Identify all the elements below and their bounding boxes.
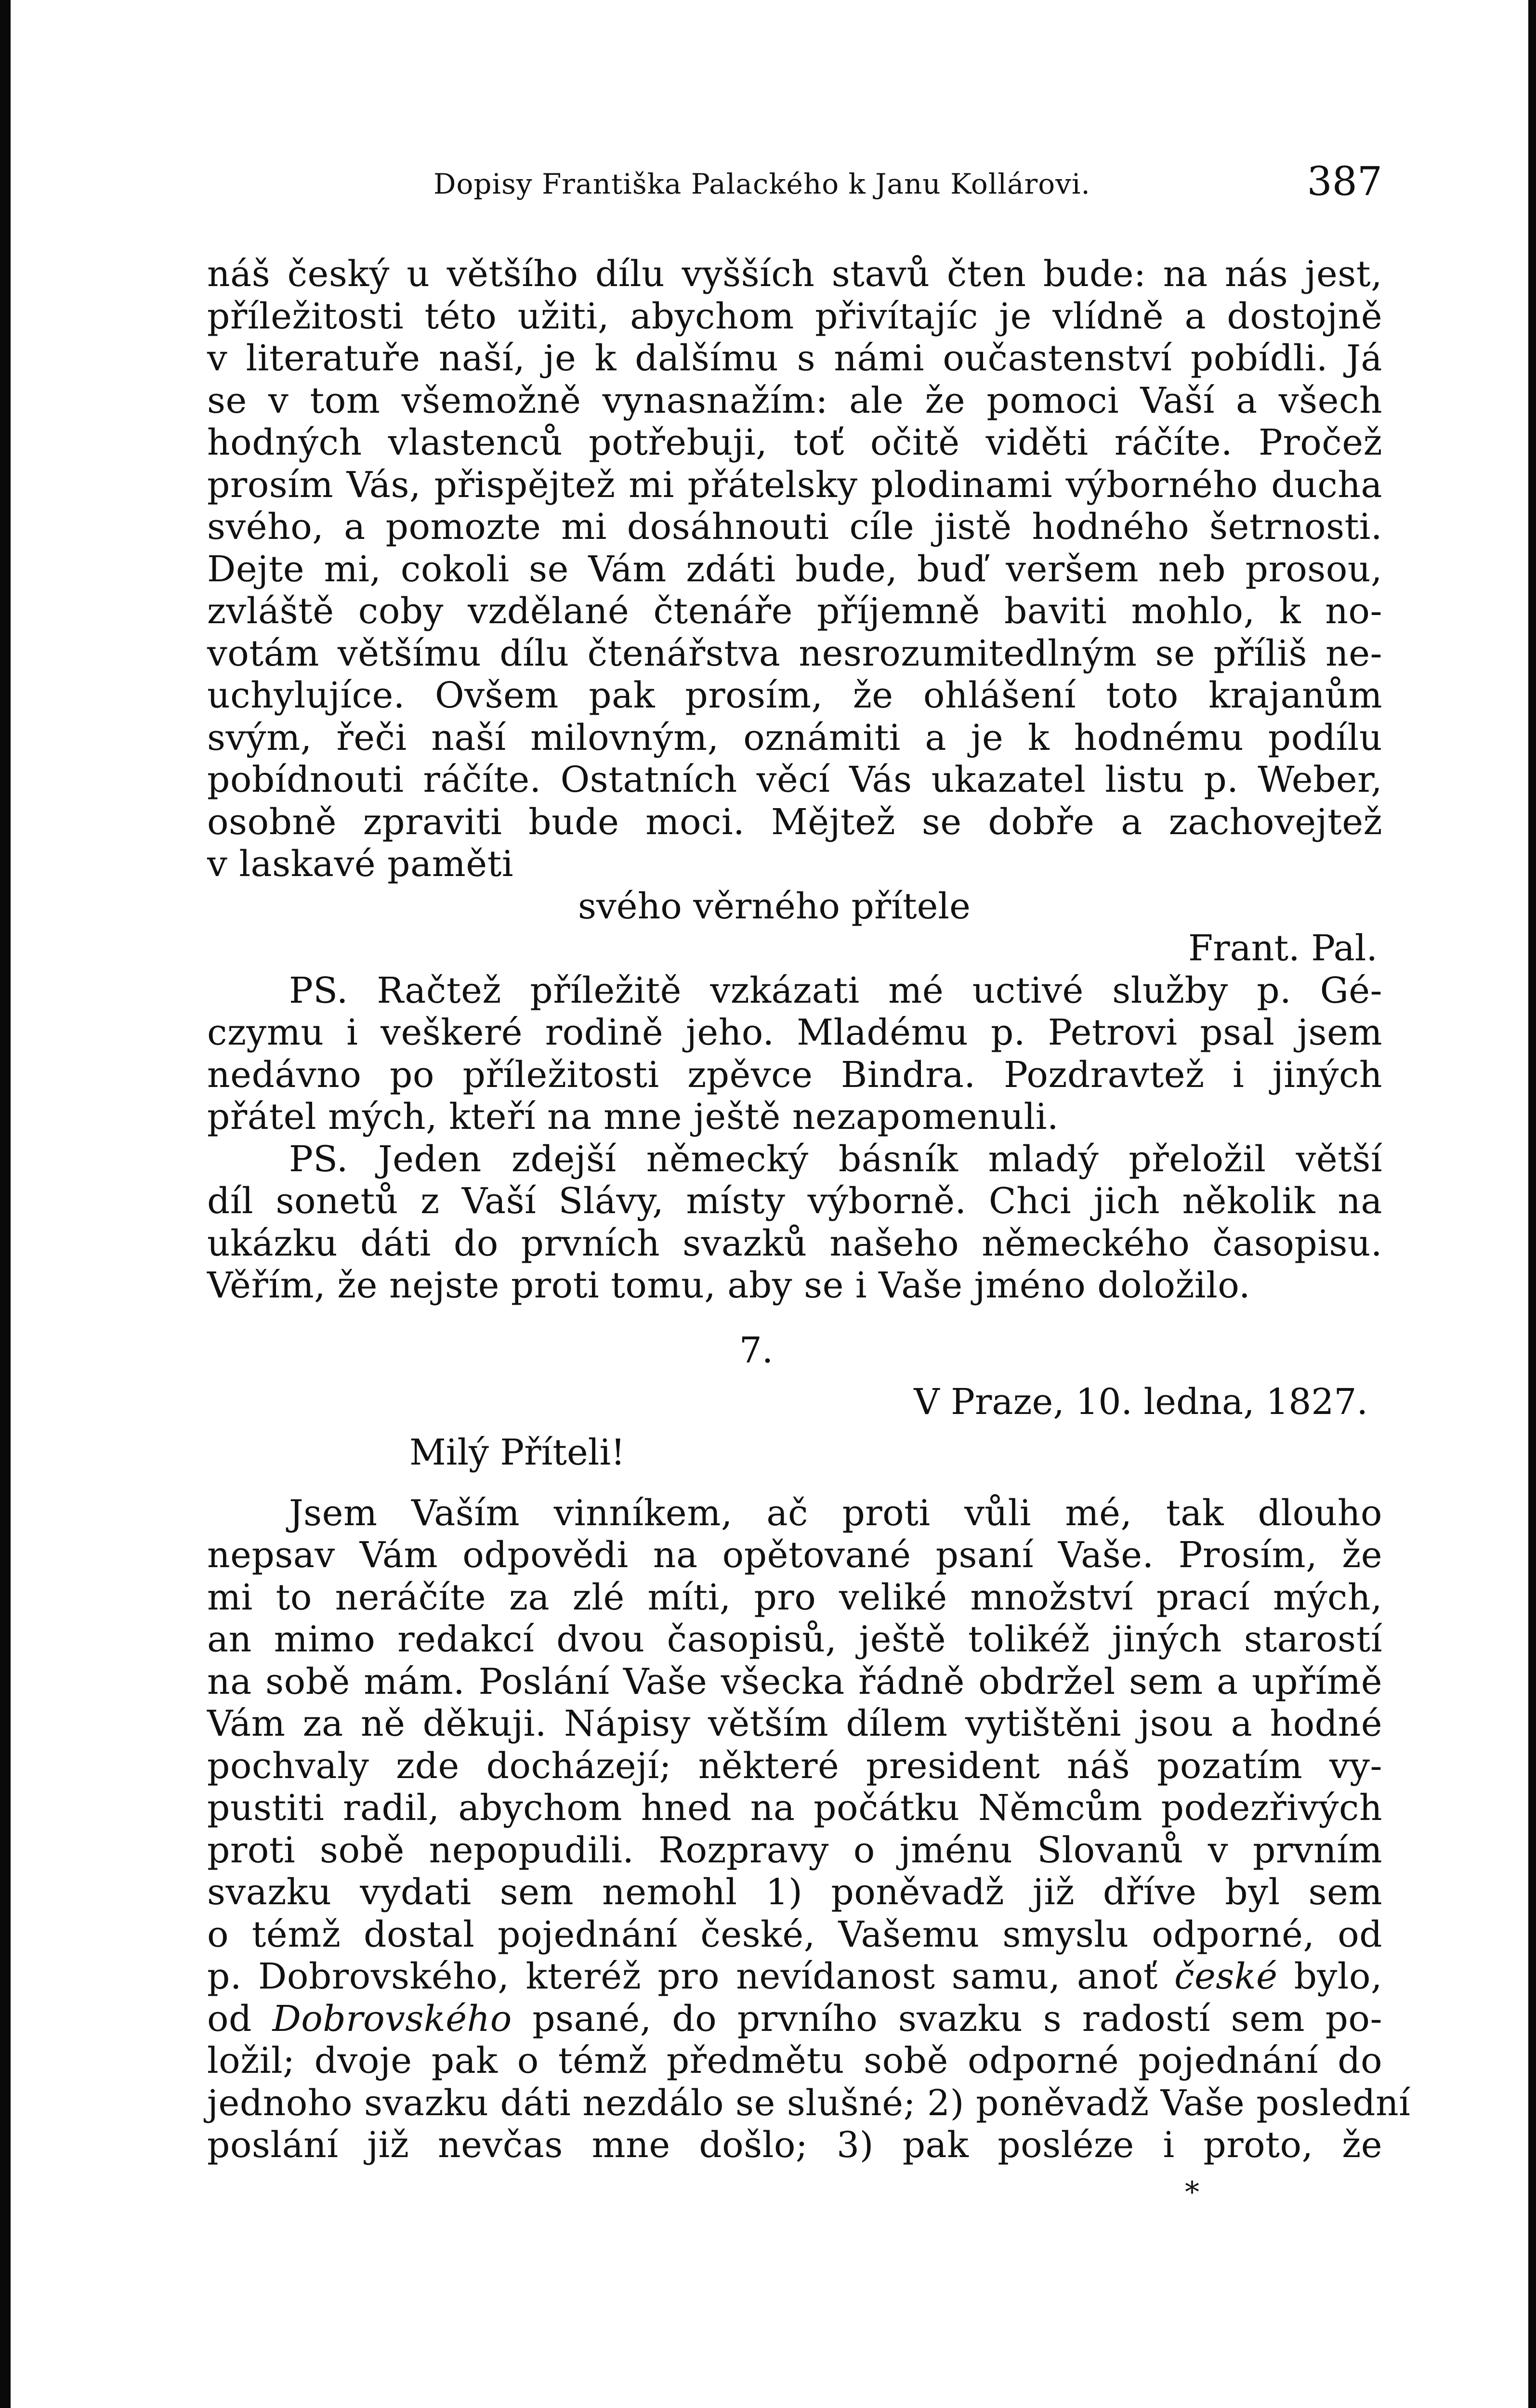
text-line: se v tom všemožně vynasnažím: ale že pomoci Vaší a všech (207, 380, 1382, 421)
text-line: pochvaly zde docházejí; některé president náš pozatím vy- (207, 1745, 1382, 1787)
postscript-1 (207, 970, 1382, 1139)
text-line: ložil; dvoje pak o témž předmětu sobě odporné pojednání do (207, 2040, 1382, 2081)
text-line: o témž dostal pojednání české, Vašemu smyslu odporné, od (207, 1913, 1382, 1955)
text-line-mixed (207, 1956, 1382, 1998)
text-line: svým, řeči naší milovným, oznámiti a je k hodnému podílu (207, 717, 1382, 759)
text-line: Věřím, že nejste proti tomu, aby se i Vaše jméno doložilo. (207, 1265, 1251, 1306)
text-line: náš český u většího dílu vyšších stavů čten bude: na nás jest, (207, 253, 1382, 295)
text-line: jednoho svazku dáti nezdálo se slušné; 2) poněvadž Vaše poslední (207, 2082, 1411, 2124)
page-number: 387 (1307, 159, 1382, 205)
text-line: an mimo redakcí dvou časopisů, ještě tolikéž jiných starostí (207, 1619, 1382, 1660)
scan-border-left (0, 0, 11, 2408)
text-line: proti sobě nepopudili. Rozpravy o jménu Slovanů v prvním (207, 1829, 1382, 1871)
spacer (207, 1479, 1382, 1492)
text-line: poslání již nevčas mne došlo; 3) pak posléze i proto, že (207, 2124, 1382, 2166)
text-line: pobídnouti ráčíte. Ostatních věcí Vás ukazatel listu p. Weber, (207, 759, 1382, 800)
text-line: zvláště coby vzdělané čtenáře příjemně baviti mohlo, k no- (207, 590, 1382, 632)
postscript-2 (207, 1139, 1382, 1307)
text-line: PS. Račtež příležitě vzkázati mé uctivé služby p. Gé- (289, 969, 1382, 1011)
text-line-mixed (207, 1998, 1382, 2041)
text-line: PS. Jeden zdejší německý básník mladý přeložil větší (289, 1138, 1382, 1180)
letter-closing: svého věrného přítele (578, 885, 971, 927)
letter-salutation: Milý Příteli! (409, 1431, 625, 1473)
text-run: od (207, 1998, 273, 2040)
text-line: uchylujíce. Ovšem pak prosím, že ohlášení toto krajanům (207, 675, 1382, 716)
letter-date: V Praze, 10. ledna, 1827. (914, 1381, 1368, 1423)
signature-mark: * (1185, 2175, 1199, 2209)
scan-border-right (1528, 0, 1536, 2408)
text-line: na sobě mám. Poslání Vaše všecka řádně obdržel sem a upřímě (207, 1661, 1382, 1702)
text-line: prosím Vás, přispějtež mi přátelsky plodinami výborného ducha (207, 464, 1382, 506)
book-page (207, 159, 1411, 2209)
text-line: přátel mých, kteří na mne ještě nezapomenuli. (207, 1096, 1059, 1138)
text-line: pustiti radil, abychom hned na počátku Němcům podezřivých (207, 1787, 1382, 1829)
letter-signature: Frant. Pal. (1188, 928, 1378, 969)
letter-6-continuation (207, 253, 1382, 1307)
text-line: svého, a pomozte mi dosáhnouti cíle jistě hodného šetrnosti. (207, 506, 1382, 548)
text-line: osobně zpraviti bude moci. Mějtež se dobře a zachovejtež (207, 801, 1382, 843)
page-body (207, 253, 1411, 2209)
text-line: nedávno po příležitosti zpěvce Bindra. Pozdravtež i jiných (207, 1054, 1382, 1096)
text-line: příležitosti této užiti, abychom přivítajíc je vlídně a dostojně (207, 295, 1382, 337)
text-run: p. Dobrovského, kteréž pro nevídanost samu, anoť (207, 1956, 1175, 1997)
text-line: hodných vlastenců potřebuji, toť očitě viděti ráčíte. Pročež (207, 422, 1382, 463)
text-line: votám většímu dílu čtenářstva nesrozumitedlným se příliš ne- (207, 632, 1382, 674)
text-run: psané, do prvního svazku s radostí sem po- (512, 1998, 1382, 2040)
text-line: Dejte mi, cokoli se Vám zdáti bude, buď veršem neb prosou, (207, 548, 1382, 590)
text-line: díl sonetů z Vaší Slávy, místy výborně. Chci jich několik na (207, 1180, 1382, 1222)
text-line: Jsem Vaším vinníkem, ač proti vůli mé, tak dlouho (289, 1492, 1382, 1534)
text-line: mi to neráčíte za zlé míti, pro veliké množství prací mých, (207, 1576, 1382, 1618)
text-run: bylo, (1277, 1956, 1382, 1997)
text-line: nepsav Vám odpovědi na opětované psaní Vaše. Prosím, že (207, 1534, 1382, 1576)
text-line: ukázku dáti do prvních svazků našeho německého časopisu. (207, 1222, 1382, 1264)
text-line: v literatuře naší, je k dalšímu s námi oučastenství pobídli. Já (207, 338, 1382, 379)
text-line: czymu i veškeré rodině jeho. Mladému p. Petrovi psal jsem (207, 1012, 1382, 1053)
page-header (207, 159, 1382, 217)
letter-number: 7. (739, 1329, 774, 1371)
text-line: Vám za ně děkuji. Nápisy větším dílem vytištěni jsou a hodné (207, 1703, 1382, 1744)
italic-run: české (1174, 1956, 1278, 1997)
letter-7 (207, 1329, 1411, 2167)
text-line: v laskavé paměti (207, 843, 514, 885)
text-line: svazku vydati sem nemohl 1) poněvadž již dříve byl sem (207, 1871, 1382, 1913)
running-title: Dopisy Františka Palackého k Janu Kollárovi. (433, 168, 1090, 200)
italic-run: Dobrovského (272, 1998, 512, 2040)
